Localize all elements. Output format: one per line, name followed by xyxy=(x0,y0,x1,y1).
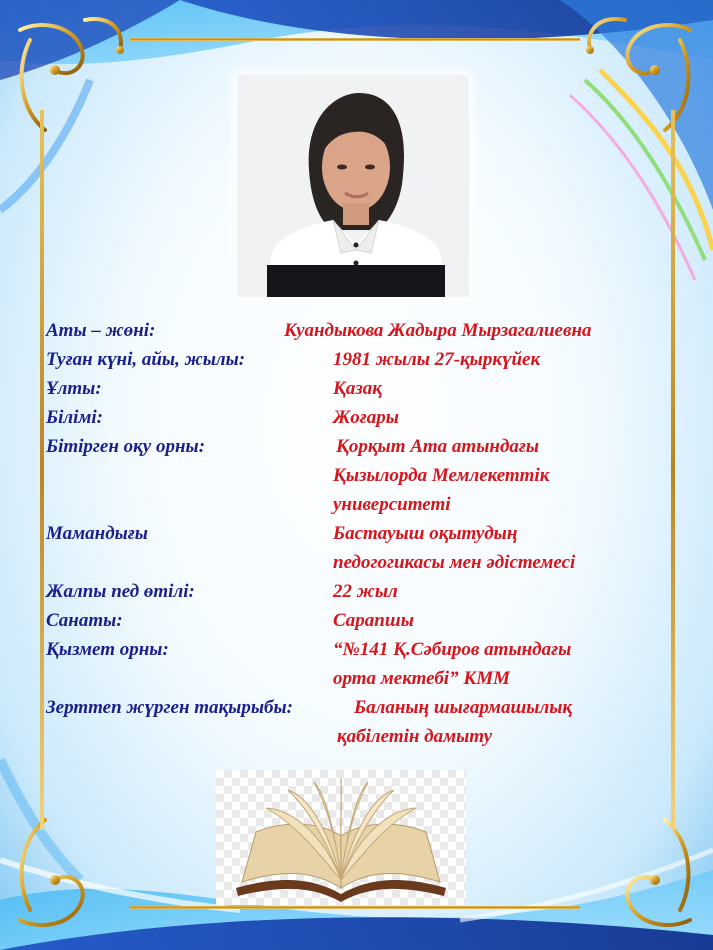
value-category: Сарапшы xyxy=(333,610,414,631)
value-research-topic-line1: Баланың шығармашылық xyxy=(354,697,573,718)
label-nationality: Ұлты: xyxy=(46,378,102,399)
value-specialty-line2: педогогикасы мен әдістемесі xyxy=(333,552,576,573)
portrait-photo xyxy=(237,75,469,297)
label-education: Білімі: xyxy=(46,407,103,428)
value-birth-date: 1981 жылы 27-қыркүйек xyxy=(333,349,541,370)
frame-bottom xyxy=(130,906,580,909)
frame-left xyxy=(40,110,44,830)
value-nationality: Қазақ xyxy=(333,378,382,399)
label-experience: Жалпы пед өтілі: xyxy=(46,581,195,602)
row-research-topic-cont xyxy=(46,724,686,750)
row-education xyxy=(46,405,686,431)
row-nationality xyxy=(46,376,686,402)
value-institution-line2: Қызылорда Мемлекеттік xyxy=(333,465,550,486)
open-book-image xyxy=(216,770,466,905)
label-specialty: Мамандығы xyxy=(46,523,148,544)
row-specialty xyxy=(46,521,686,547)
row-birth-date xyxy=(46,347,686,373)
label-category: Санаты: xyxy=(46,610,123,631)
label-full-name: Аты – жөні: xyxy=(46,320,156,341)
row-specialty-cont xyxy=(46,550,686,576)
row-full-name xyxy=(46,318,686,344)
value-experience: 22 жыл xyxy=(333,581,398,602)
row-experience xyxy=(46,579,686,605)
value-research-topic-line2: қабілетін дамыту xyxy=(337,726,493,747)
row-category xyxy=(46,608,686,634)
value-institution-line3: университеті xyxy=(333,494,451,515)
label-institution: Бітірген оқу орны: xyxy=(46,436,206,457)
value-specialty-line1: Бастауыш оқытудың xyxy=(333,523,518,544)
row-institution-cont xyxy=(46,463,686,489)
value-workplace-line1: “№141 Қ.Сәбиров атындағы xyxy=(333,639,572,660)
row-workplace-cont xyxy=(46,666,686,692)
open-book-icon xyxy=(216,770,466,905)
label-workplace: Қызмет орны: xyxy=(46,639,169,660)
value-institution-line1: Қорқыт Ата атындағы xyxy=(336,436,540,457)
row-institution xyxy=(46,434,686,460)
frame-top xyxy=(130,38,580,41)
value-education: Жоғары xyxy=(333,407,399,428)
row-institution-cont2 xyxy=(46,492,686,518)
label-birth-date: Туған күні, айы, жылы: xyxy=(46,349,246,370)
row-workplace xyxy=(46,637,686,663)
label-research-topic: Зерттеп жүрген тақырыбы: xyxy=(46,697,294,718)
row-research-topic xyxy=(46,695,686,721)
value-full-name: Куандыкова Жадыра Мырзагалиевна xyxy=(284,320,592,341)
value-workplace-line2: орта мектебі” КММ xyxy=(333,668,511,689)
